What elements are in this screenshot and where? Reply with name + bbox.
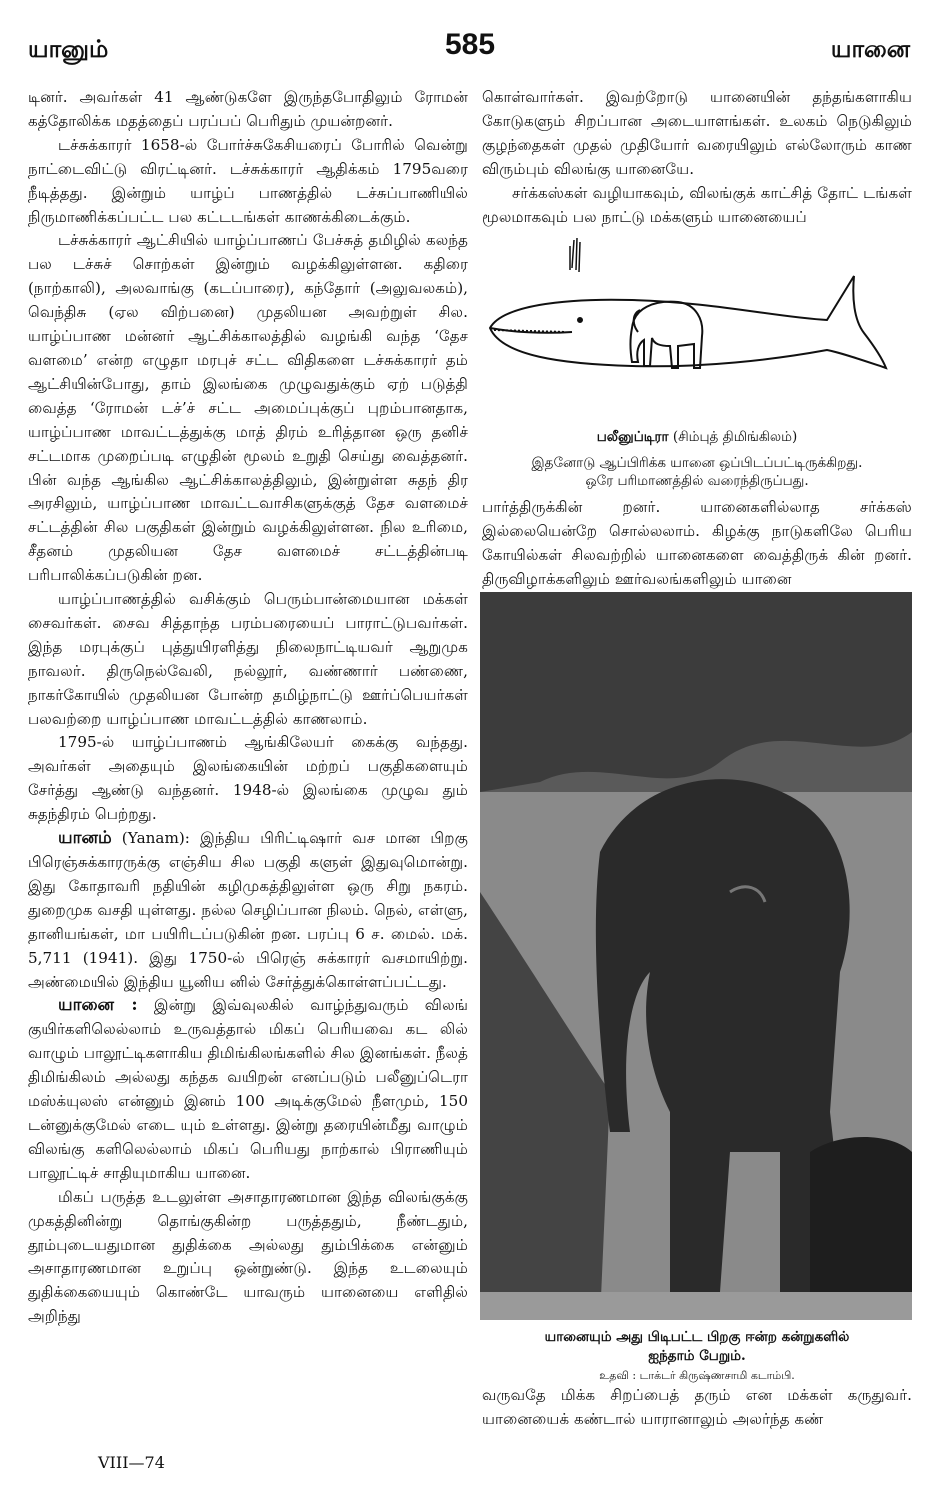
entry-text: இன்று இவ்வுலகில் வாழ்ந்துவரும் விலங் குயிர்களிலெல்லாம் உருவத்தால் மிகப் பெரியவை கட லில் வாழும் பாலூட்டிகளாகிய திமிங்கிலங்களில் சில இனங்கள். நீலத் திமிங்கிலம் அல்லது கந்தக வயிறன் எனப்படும் பலீனுப்டெரா மஸ்க்யுலஸ் என்னும் இனம் 100 அடிக்குமேல் நீளமும், 150 டன்னுக்குமேல் எடை யும் உள்ளது. இன்று தரையின்மீது வாழும் விலங்கு களிலெல்லாம் மிகப் பெரியது நாற்கால் பிராணியும் பாலூட்டிச் சாதியுமாகிய யானை. — [28, 996, 469, 1182]
photo-credit: உதவி : டாக்டர் கிருஷ்ணசாமி கடாம்பி. — [599, 1369, 795, 1382]
entry-term: யானை : — [58, 995, 138, 1016]
photo-caption-line: யானையும் அது பிடிபட்ட பிறகு ஈன்ற கன்றுகளில் — [544, 1329, 850, 1345]
entry-term: யானம் — [58, 828, 112, 849]
whale-elephant-illustration — [482, 228, 912, 418]
entry-term-latin: (Yanam): — [121, 829, 190, 848]
paragraph: சர்க்கஸ்கள் வழியாகவும், விலங்குக் காட்சித் தோட் டங்கள் மூலமாகவும் பல நாட்டு மக்களும் யானையைப் — [482, 183, 912, 226]
page-number: 585 — [444, 28, 496, 61]
elephant-photograph — [480, 592, 912, 1320]
paragraph: கொள்வார்கள். இவற்றோடு யானையின் தந்தங்களாகிய கோடுகளும் சிறப்பான அடையாளங்கள். உலகம் நெடுகிலும் குழந்தைகள் முதல் முதியோர் வரையிலும் எல்லோரும் காண விரும்பும் விலங்கு யானையே. — [482, 88, 912, 178]
whale-caption-line: இதனோடு ஆப்பிரிக்க யானை ஒப்பிடப்பட்டிருக்கிறது. — [531, 455, 863, 471]
signature-mark: VIII—74 — [98, 1453, 165, 1472]
whale-caption-title: பலீனுப்டிரா — [596, 429, 669, 445]
paragraph: 1795-ல் யாழ்ப்பாணம் ஆங்கிலேயர் கைக்கு வந்தது. அவர்கள் அதையும் இலங்கையின் மற்றப் பகுதிகளையும் சேர்த்து ஆண்டு வந்தனர். 1948-ல் இலங்கை முழுவ தும் சுதந்திரம் பெற்றது. — [28, 733, 468, 824]
entry-text: இந்திய பிரிட்டிஷார் வச மான பிறகு பிரெஞ்சுக்காரருக்கு எஞ்சிய சில பகுதி களுள் இதுவுமொன்று. இது கோதாவரி நதியின் கழிமுகத்திலுள்ள ஒரு சிறு நகரம். துறைமுக வசதி யுள்ளது. நல்ல செழிப்பான நிலம். நெல், எள்ளு, தானியங்கள், மா பயிரிடப்படுகின் றன. பரப்பு 6 ச. மைல். மக். 5,711 (1941). இது 1750-ல் பிரெஞ் சுக்காரர் வசமாயிற்று. அண்மையில் இந்திய யூனிய னில் சேர்த்துக்கொள்ளப்பட்டது. — [28, 829, 468, 991]
paragraph: வருவதே மிக்க சிறப்பைத் தரும் என மக்கள் கருதுவர். யானையைக் கண்டால் யாரானாலும் அலர்ந்த கண் — [482, 1386, 912, 1428]
right-column-top — [482, 86, 912, 229]
paragraph: டச்சுக்காரர் ஆட்சியில் யாழ்ப்பாணப் பேச்சுத் தமிழில் கலந்த பல டச்சுச் சொற்கள் இன்றும் வழக்கிலுள்ளன. கதிரை (நாற்காலி), அலவாங்கு (கடப்பாரை), கந்தோர் (அலுவலகம்), வெந்திசு (ஏல விற்பனை) முதலியன அவற்றுள் சில. யாழ்ப்பாண மன்னர் ஆட்சிக்காலத்தில் வழங்கி வந்த ‘தேச வளமை’ என்ற எழுதா மரபுச் சட்ட விதிகளை டச்சுக்காரர் தம் ஆட்சியின்போது, தாம் இலங்கை முழுவதுக்கும் ஏற் படுத்தி வைத்த ‘ரோமன் டச்’ச் சட்ட அமைப்புக்குப் புறம்பானதாக, யாழ்ப்பாண மாவட்டத்துக்கு மாத் திரம் உரித்தான ஒரு தனிச் சட்டமாக முறைப்படி எழுதின் மூலம் உறுதி செய்து வைத்தனர். பின் வந்த ஆங்கில ஆட்சிக்காலத்திலும், இன்றுள்ள சுதந் திர அரசிலும், யாழ்ப்பாண மாவட்டவாசிகளுக்குத் தேச வளமைச் சட்டத்தின் சில பகுதிகள் இன்றும் வழக்கிலுள்ளன. நில உரிமை, சீதனம் முதலியன தேச வளமைச் சட்டத்தின்படி பரிபாலிக்கப்படுகின் றன. — [28, 231, 468, 585]
whale-caption-sub: (சிம்புத் திமிங்கிலம்) — [672, 429, 798, 445]
paragraph: யாழ்ப்பாணத்தில் வசிக்கும் பெரும்பான்மையான மக்கள் சைவர்கள். சைவ சித்தாந்த பரம்பரையைப் பாராட்டுபவர்கள். இந்த மரபுக்குப் புத்துயிரளித்து நிலைநாட்டியவர் ஆறுமுக நாவலர். திருநெல்வேலி, நல்லூர், வண்ணார் பண்ணை, நாகர்கோயில் முதலியன போன்ற தமிழ்நாட்டு ஊர்ப்பெயர்கள் பலவற்றை யாழ்ப்பாண மாவட்டத்தில் காணலாம். — [28, 590, 468, 728]
right-column-bottom — [482, 1384, 912, 1432]
paragraph: டச்சுக்காரர் 1658-ல் போர்ச்சுகேசியரைப் போரில் வென்று நாட்டைவிட்டு விரட்டினர். டச்சுக்காரர் ஆதிக்கம் 1795வரை நீடித்தது. இன்றும் யாழ்ப் பாணத்தில் டச்சுப்பாணியில் நிருமாணிக்கப்பட்ட பல கட்டடங்கள் காணக்கிடைக்கும். — [28, 135, 468, 226]
entry-yaanai — [28, 994, 468, 1185]
whale-caption-line: ஒரே பரிமாணத்தில் வரைந்திருப்பது. — [585, 473, 809, 489]
left-column — [28, 86, 468, 1329]
running-head-left: யானும் — [28, 34, 109, 63]
whale-caption — [482, 428, 912, 447]
paragraph: டினர். அவர்கள் 41 ஆண்டுகளே இருந்தபோதிலும் ரோமன் கத்தோலிக்க மதத்தைப் பரப்பப் பெரிதும் முயன்றனர். — [28, 88, 468, 130]
entry-yanam — [28, 827, 468, 994]
paragraph: பார்த்திருக்கின் றனர். யானைகளில்லாத சர்க்கஸ் இல்லையென்றே சொல்லலாம். கிழக்கு நாடுகளிலே பெரிய கோயில்கள் சிலவற்றில் யானைகளை வைத்திருக் கின் றனர். திருவிழாக்களிலும் ஊர்வலங்களிலும் யானை — [482, 498, 912, 588]
right-column-mid — [482, 496, 912, 592]
photo-caption-line: ஐந்தாம் பேறும். — [648, 1348, 746, 1364]
paragraph: மிகப் பருத்த உடலுள்ள அசாதாரணமான இந்த விலங்குக்கு முகத்தினின்று தொங்குகின்ற பருத்ததும், நீண்டதும், தூம்புடையதுமான துதிக்கை அல்லது தும்பிக்கை என்னும் அசாதாரணமான உறுப்பு ஒன்றுண்டு. இந்த உடலையும் துதிக்கையையும் கொண்டே யாவரும் யானையை எளிதில் அறிந்து — [28, 1187, 468, 1326]
photo-graphic — [480, 592, 912, 1320]
running-head-right: யானை — [830, 34, 910, 63]
